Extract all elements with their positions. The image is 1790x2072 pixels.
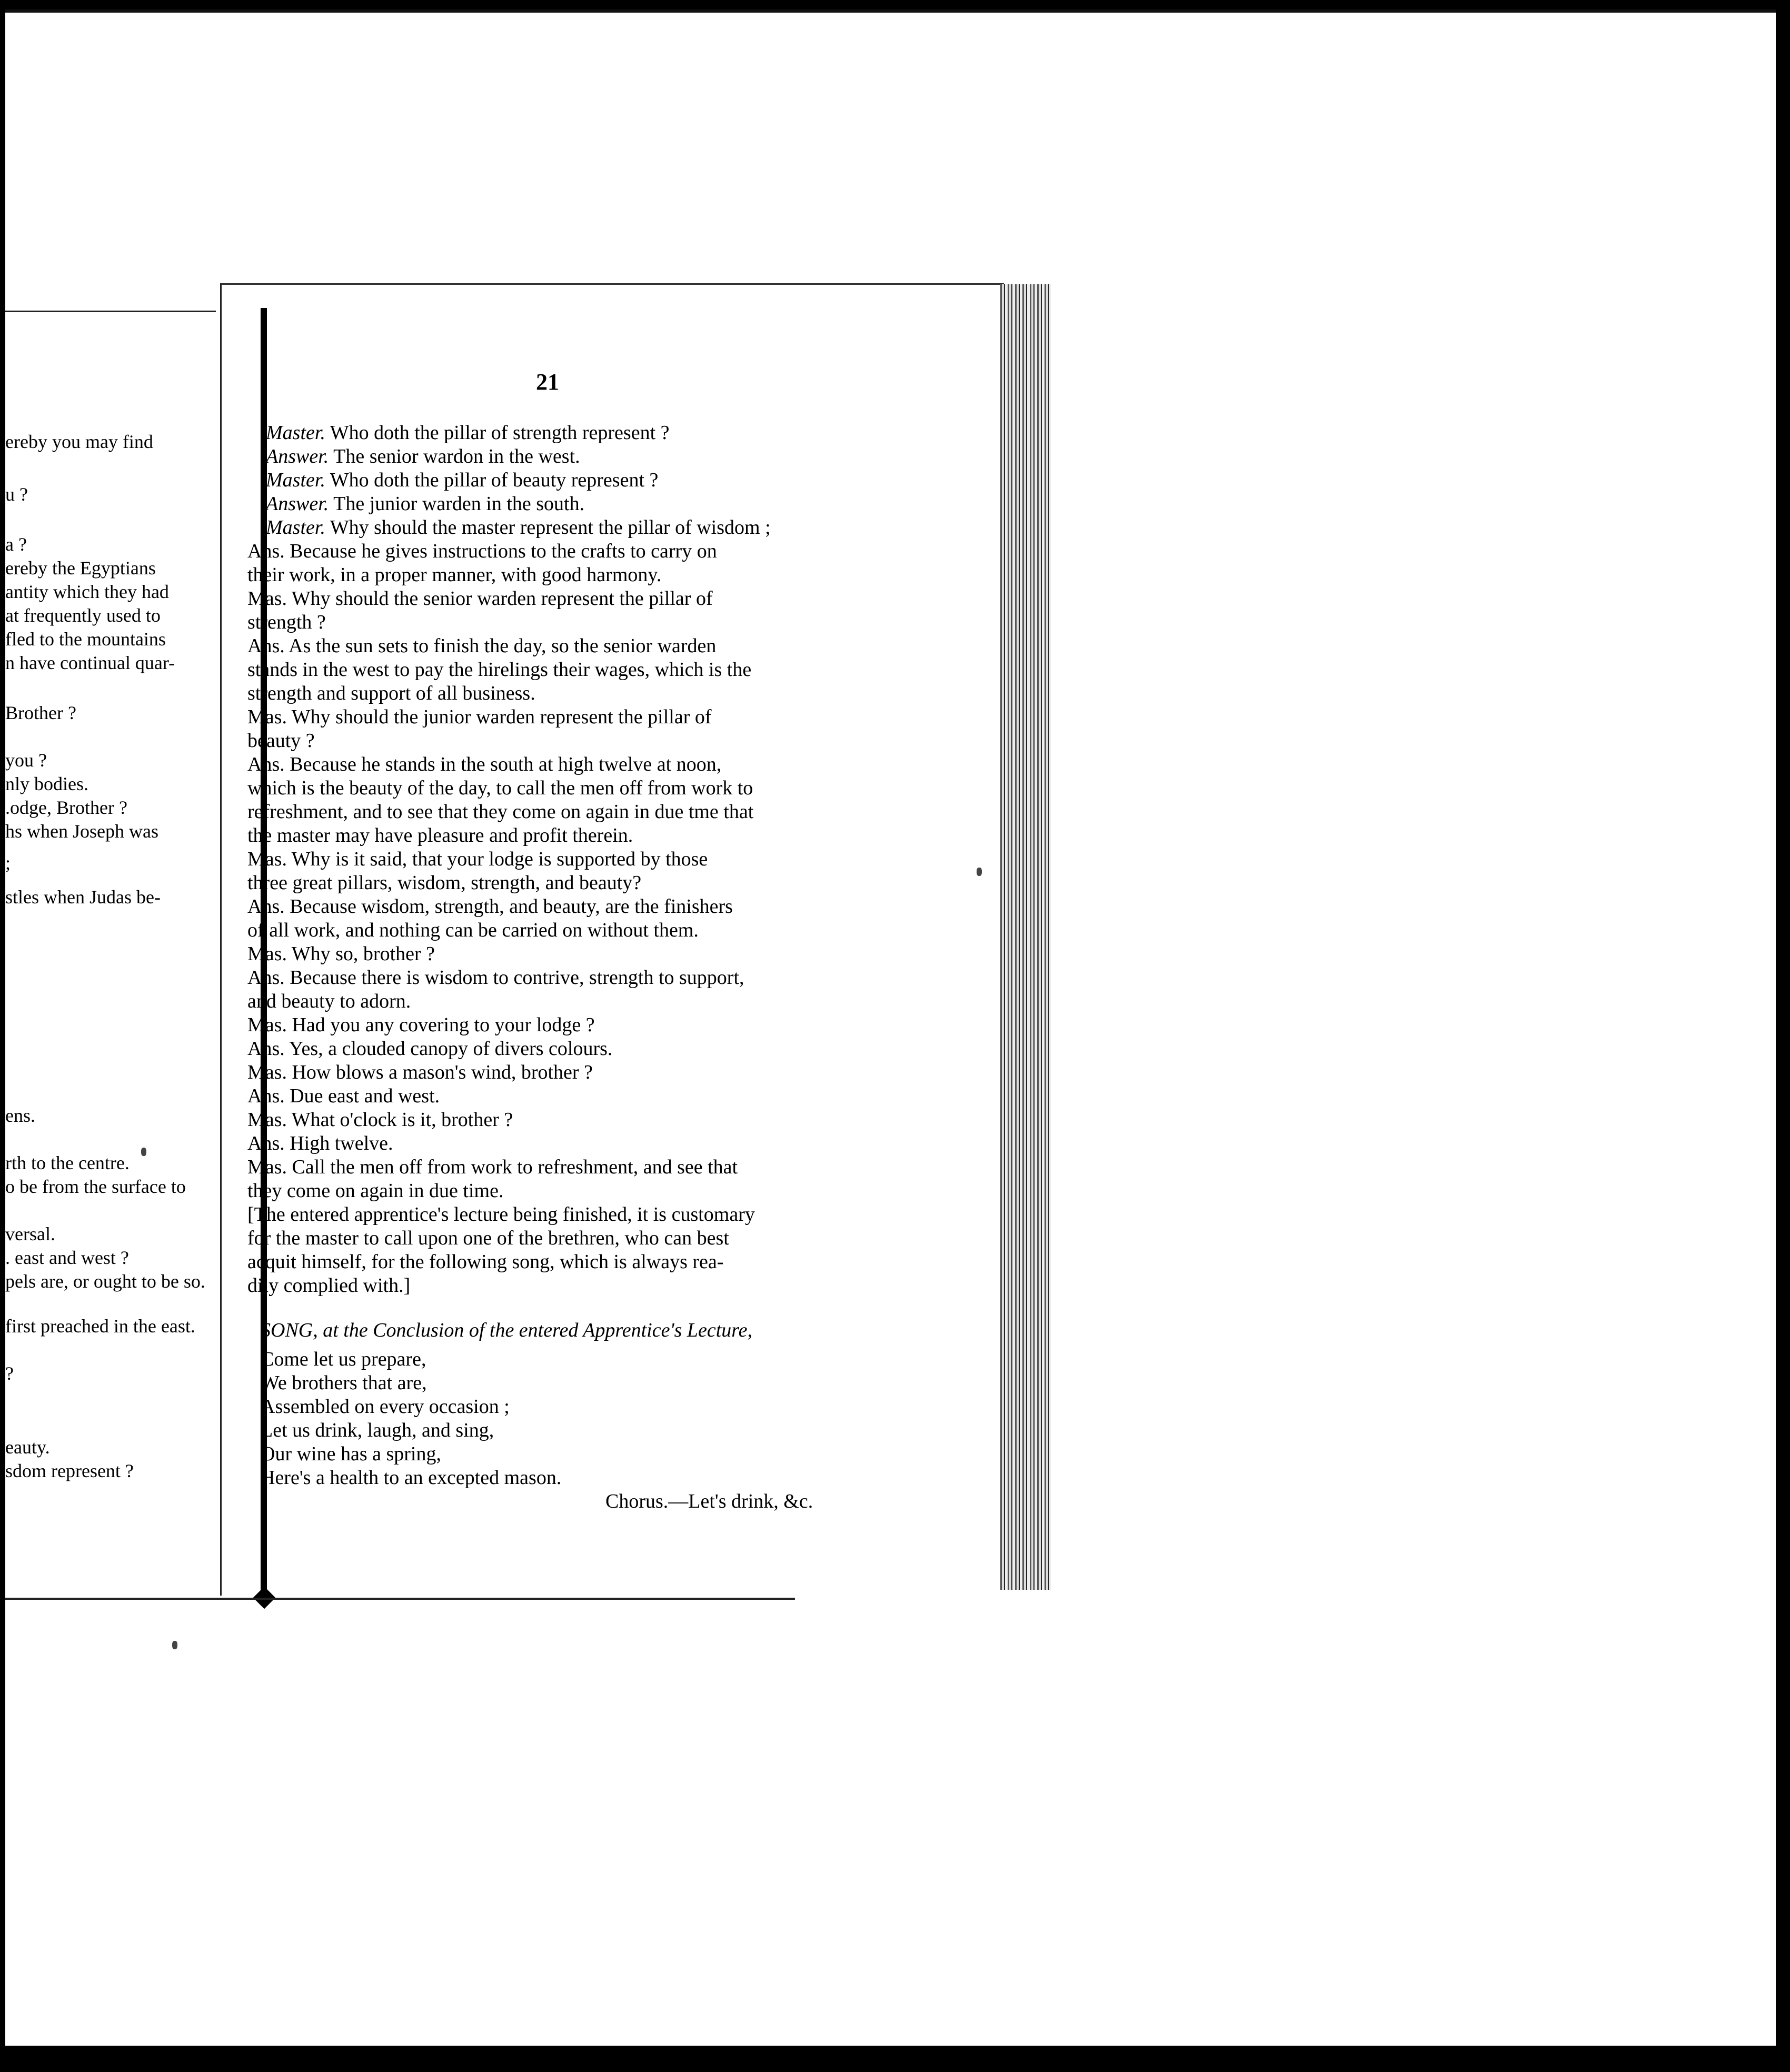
body-line: strength and support of all business. (247, 682, 535, 704)
body-line: Ans. High twelve. (247, 1132, 393, 1154)
qa-line (266, 469, 658, 492)
song-line: Assembled on every occasion ; (261, 1396, 510, 1418)
body-line: Ans. Because wisdom, strength, and beauty, are the finishers (247, 895, 733, 918)
speaker-label: Answer. (266, 445, 329, 467)
left-line: Brother ? (5, 702, 76, 723)
left-line: ? (5, 1363, 14, 1384)
body-line: Ans. Due east and west. (247, 1085, 440, 1107)
left-line: you ? (5, 750, 47, 771)
left-line: rth to the centre. (5, 1152, 130, 1173)
song-title: SONG, at the Conclusion of the entered Apprentice's Lecture, (261, 1319, 753, 1341)
body-line: beauty ? (247, 730, 315, 752)
qa-text: The senior wardon in the west. (329, 445, 580, 467)
body-line: of all work, and nothing can be carried on without them. (247, 919, 699, 941)
song-line: Here's a health to an excepted mason. (261, 1467, 562, 1489)
left-line: . east and west ? (5, 1247, 129, 1268)
qa-line (266, 421, 670, 444)
qa-text: Why should the master represent the pillar of wisdom ; (325, 516, 771, 539)
body-line: Mas. What o'clock is it, brother ? (247, 1109, 513, 1131)
body-line: Mas. Why so, brother ? (247, 943, 435, 965)
qa-text: The junior warden in the south. (329, 493, 585, 515)
left-line: at frequently used to (5, 605, 161, 626)
body-line: strength ? (247, 611, 326, 633)
body-line: Mas. Call the men off from work to refreshment, and see that (247, 1156, 738, 1178)
body-line: which is the beauty of the day, to call the men off from work to (247, 777, 753, 799)
body-line: Ans. Yes, a clouded canopy of divers colours. (247, 1038, 613, 1060)
left-line: sdom represent ? (5, 1460, 134, 1481)
body-line: for the master to call upon one of the brethren, who can best (247, 1227, 729, 1249)
left-line: pels are, or ought to be so. (5, 1271, 205, 1292)
song-line: Our wine has a spring, (261, 1443, 441, 1465)
body-line: Mas. How blows a mason's wind, brother ? (247, 1061, 593, 1083)
left-line: versal. (5, 1223, 55, 1244)
left-line: hs when Joseph was (5, 821, 158, 842)
song-line: We brothers that are, (261, 1372, 427, 1394)
left-line: ; (5, 852, 11, 873)
speaker-label: Master. (266, 469, 325, 491)
body-line: the master may have pleasure and profit therein. (247, 824, 633, 846)
song-line: Come let us prepare, (261, 1348, 426, 1370)
left-line: first preached in the east. (5, 1316, 195, 1337)
left-line: u ? (5, 484, 28, 505)
body-line: and beauty to adorn. (247, 990, 411, 1012)
qa-text: Who doth the pillar of beauty represent ? (325, 469, 659, 491)
scan-speck (172, 1641, 177, 1649)
speaker-label: Master. (266, 422, 325, 444)
page-stack-edge (1000, 284, 1051, 1590)
body-line: Mas. Why should the senior warden represent the pillar of (247, 587, 713, 610)
body-line: Mas. Had you any covering to your lodge ? (247, 1014, 595, 1036)
left-line: eauty. (5, 1437, 50, 1458)
left-line: n have continual quar- (5, 652, 175, 673)
body-line: Mas. Why should the junior warden represent the pillar of (247, 706, 712, 728)
body-line: Ans. Because he stands in the south at high twelve at noon, (247, 753, 722, 775)
song-chorus: Chorus.—Let's drink, &c. (605, 1490, 813, 1512)
left-line: a ? (5, 534, 27, 555)
body-line: [The entered apprentice's lecture being finished, it is customary (247, 1203, 755, 1226)
left-line: ereby the Egyptians (5, 557, 156, 579)
speaker-label: Master. (266, 516, 325, 539)
left-line: ens. (5, 1105, 35, 1126)
body-line: their work, in a proper manner, with good harmony. (247, 564, 662, 586)
qa-line (266, 516, 771, 539)
body-line: they come on again in due time. (247, 1180, 504, 1202)
left-line: ereby you may find (5, 431, 153, 452)
page-bottom-edge (5, 1598, 795, 1600)
scan-speck (977, 868, 982, 876)
body-line: Ans. Because there is wisdom to contrive, strength to support, (247, 967, 744, 989)
left-line: nly bodies. (5, 773, 88, 794)
qa-line (266, 445, 580, 468)
left-line: fled to the mountains (5, 629, 166, 650)
body-line: dily complied with.] (247, 1274, 411, 1297)
qa-line (266, 492, 584, 515)
top-edge-shadow (5, 9, 1776, 13)
qa-text: Who doth the pillar of strength represent ? (325, 422, 670, 444)
body-line: refreshment, and to see that they come on again in due tme that (247, 801, 754, 823)
body-line: Ans. As the sun sets to finish the day, so the senior warden (247, 635, 717, 657)
body-line: Mas. Why is it said, that your lodge is supported by those (247, 848, 708, 870)
left-line: antity which they had (5, 581, 169, 602)
page-number: 21 (536, 369, 559, 395)
left-page (5, 311, 216, 1731)
body-line: Ans. Because he gives instructions to the crafts to carry on (247, 540, 717, 562)
body-line: stands in the west to pay the hirelings their wages, which is the (247, 659, 752, 681)
left-line: o be from the surface to (5, 1176, 186, 1197)
left-line: stles when Judas be- (5, 886, 161, 908)
body-line: acquit himself, for the following song, which is always rea- (247, 1251, 724, 1273)
body-line: three great pillars, wisdom, strength, and beauty? (247, 872, 642, 894)
speaker-label: Answer. (266, 493, 329, 515)
song-line: Let us drink, laugh, and sing, (261, 1419, 494, 1441)
scan-speck (141, 1148, 146, 1156)
left-line: .odge, Brother ? (5, 797, 127, 818)
